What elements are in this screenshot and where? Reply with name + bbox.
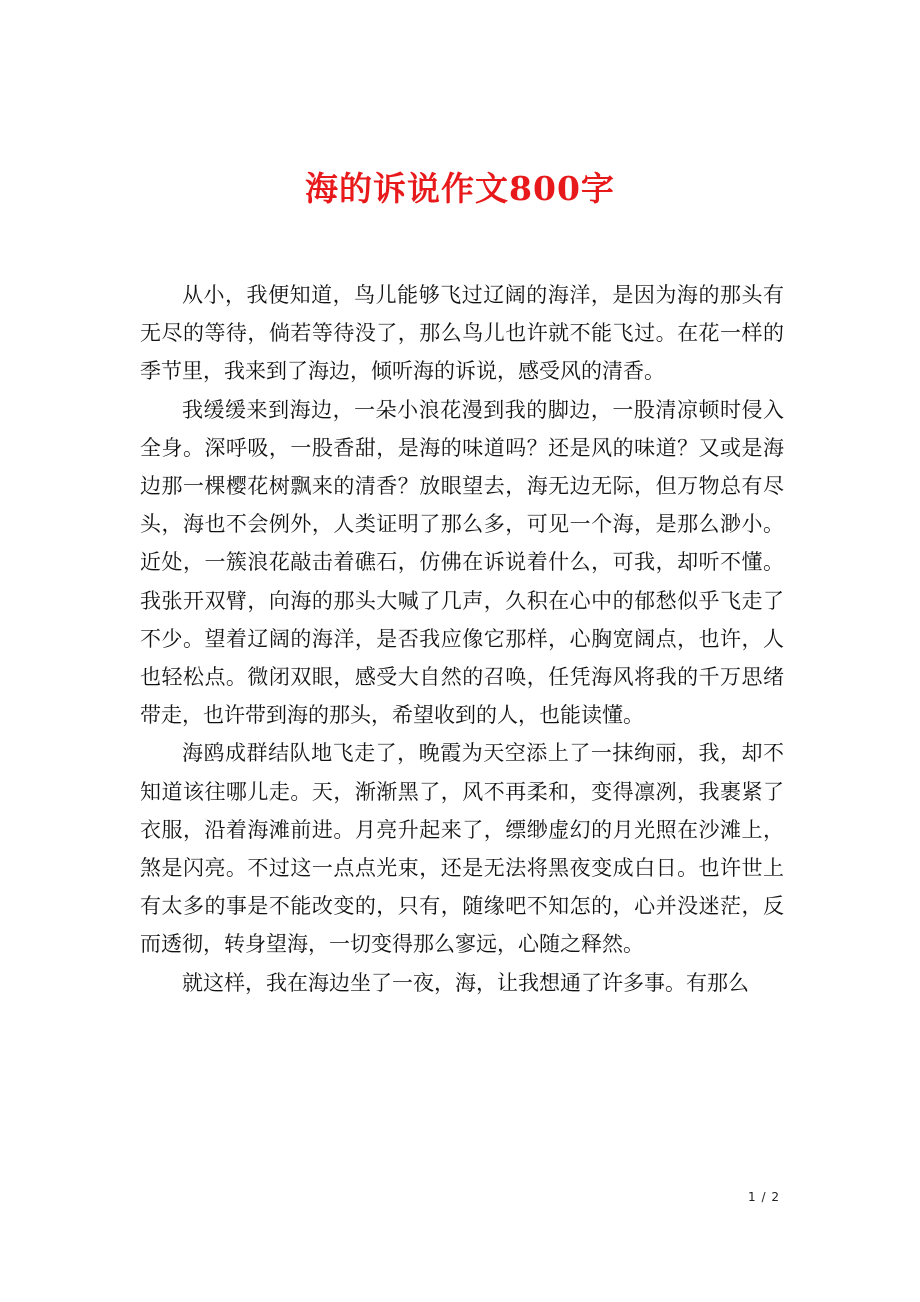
page-number: 1 / 2	[748, 1190, 780, 1204]
document-title: 海的诉说作文800字	[305, 169, 615, 209]
paragraph: 我缓缓来到海边，一朵小浪花漫到我的脚边，一股清凉顿时侵入全身。深呼吸，一股香甜，是海的味道吗？还是风的味道？又或是海边那一棵樱花树飘来的清香？放眼望去，海无边无际，但万物总有尽头，海也不会例外，人类证明了那么多，可见一个海，是那么渺小。近处，一簇浪花敲击着礁石，仿佛在诉说着什么，可我，却听不懂。我张开双臂，向海的那头大喊了几声，久积在心中的郁愁似乎飞走了不少。望着辽阔的海洋，是否我应像它那样，心胸宽阔点，也许，人也轻松点。微闭双眼，感受大自然的召唤，任凭海风将我的千万思绪带走，也许带到海的那头，希望收到的人，也能读懂。	[140, 397, 784, 728]
document-body	[140, 276, 784, 1002]
paragraph: 从小，我便知道，鸟儿能够飞过辽阔的海洋，是因为海的那头有无尽的等待，倘若等待没了，那么鸟儿也许就不能飞过。在花一样的季节里，我来到了海边，倾听海的诉说，感受风的清香。	[140, 283, 784, 384]
paragraph: 海鸥成群结队地飞走了，晚霞为天空添上了一抹绚丽，我，却不知道该往哪儿走。天，渐渐黑了，风不再柔和，变得凛冽，我裹紧了衣服，沿着海滩前进。月亮升起来了，缥缈虚幻的月光照在沙滩上，煞是闪亮。不过这一点点光束，还是无法将黑夜变成白日。也许世上有太多的事是不能改变的，只有，随缘吧不知怎的，心并没迷茫，反而透彻，转身望海，一切变得那么寥远，心随之释然。	[140, 741, 784, 957]
paragraph: 就这样，我在海边坐了一夜，海，让我想通了许多事。有那么	[182, 970, 749, 995]
